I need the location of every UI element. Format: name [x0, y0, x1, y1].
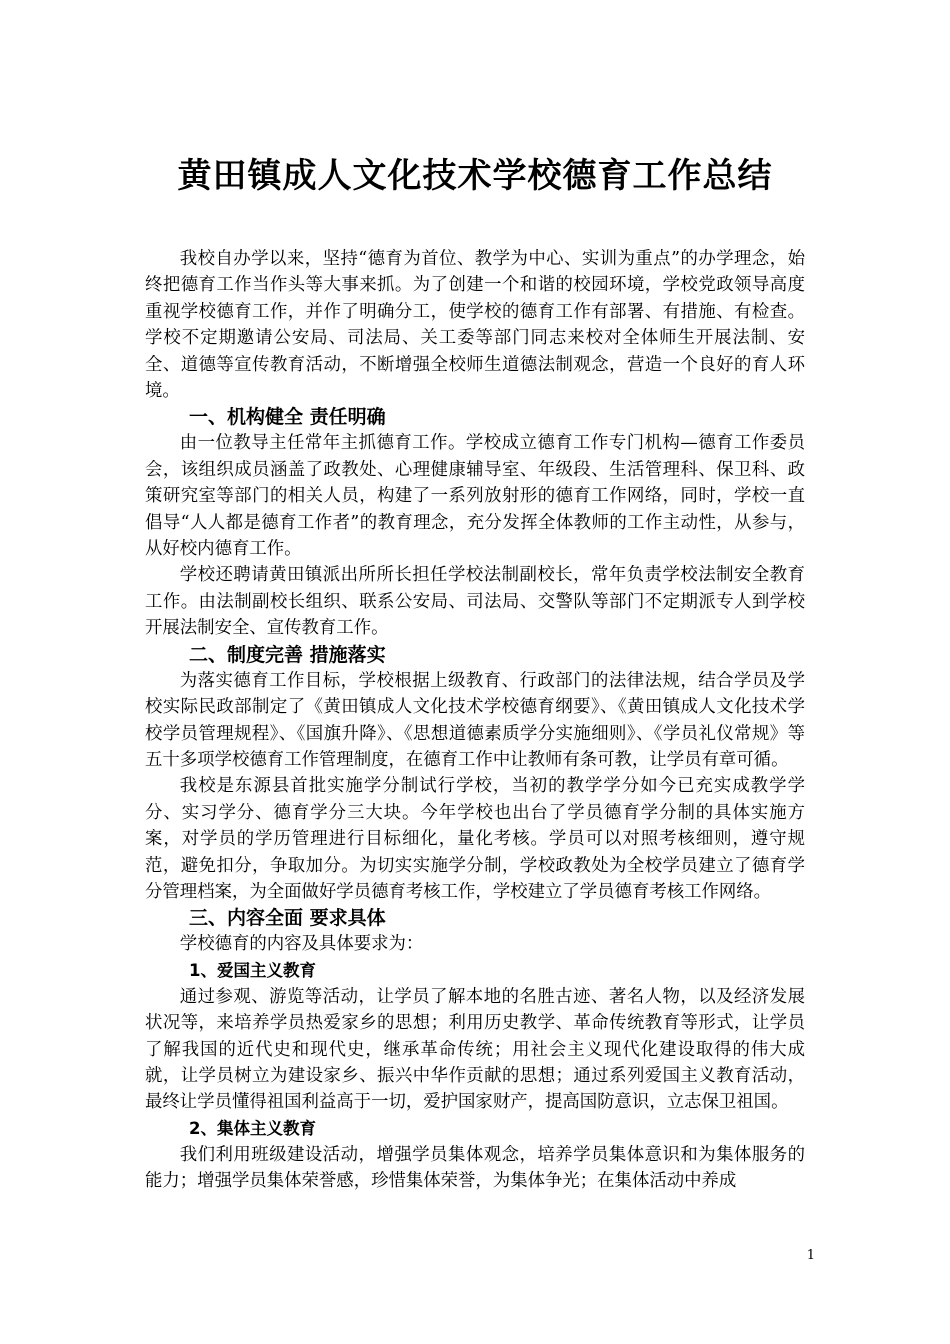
section-1-paragraph-1: 由一位教导主任常年主抓德育工作。学校成立德育工作专门机构—德育工作委员会，该组织成员涵盖了政教处、心理健康辅导室、年级段、生活管理科、保卫科、政策研究室等部门的相关人员，构建了一系列放射形的德育工作网络，同时，学校一直倡导“人人都是德育工作者”的教育理念，充分发挥全体教师的工作主动性，从参与，从好校内德育工作。: [145, 433, 805, 560]
page-number: 1: [806, 1248, 815, 1263]
intro-paragraph: 我校自办学以来，坚持“德育为首位、教学为中心、实训为重点”的办学理念，始终把德育工作当作头等大事来抓。为了创建一个和谐的校园环境，学校党政领导高度重视学校德育工作，并作了明确分工，使学校的德育工作有部署、有措施、有检查。学校不定期邀请公安局、司法局、关工委等部门同志来校对全体师生开展法制、安全、道德等宣传教育活动，不断增强全校师生道德法制观念，营造一个良好的育人环境。: [145, 249, 805, 402]
subsection-2-paragraph: 我们利用班级建设活动，增强学员集体观念，培养学员集体意识和为集体服务的能力；增强学员集体荣誉感，珍惜集体荣誉，为集体争光；在集体活动中养成: [145, 1144, 805, 1192]
section-1-paragraph-2: 学校还聘请黄田镇派出所所长担任学校法制副校长，常年负责学校法制安全教育工作。由法制副校长组织、联系公安局、司法局、交警队等部门不定期派专人到学校开展法制安全、宣传教育工作。: [145, 565, 805, 639]
document-body: [145, 246, 805, 1195]
section-2-paragraph-2: 我校是东源县首批实施学分制试行学校，当初的教学学分如今已充实成教学学分、实习学分、德育学分三大块。今年学校也出台了学员德育学分制的具体实施方案，对学员的学历管理进行目标细化，量化考核。学员可以对照考核细则，遵守规范，避免扣分，争取加分。为切实实施学分制，学校政教处为全校学员建立了德育学分管理档案，为全面做好学员德育考核工作，学校建立了学员德育考核工作网络。: [145, 776, 805, 902]
section-1-heading: 一、机构健全 责任明确: [189, 406, 386, 429]
section-2-paragraph-1: 为落实德育工作目标，学校根据上级教育、行政部门的法律法规，结合学员及学校实际民政部制定了《黄田镇成人文化技术学校德育纲要》、《黄田镇成人文化技术学校学员管理规程》、《国旗升降》、《思想道德素质学分实施细则》、《学员礼仪常规》等五十多项学校德育工作管理制度，在德育工作中让教师有条可教，让学员有章可循。: [145, 670, 805, 770]
subsection-1-heading: 1、爱国主义教育: [189, 960, 316, 980]
document-title: 黄田镇成人文化技术学校德育工作总结: [177, 156, 773, 196]
subsection-1-paragraph: 通过参观、游览等活动，让学员了解本地的名胜古迹、著名人物，以及经济发展状况等，来培养学员热爱家乡的思想；利用历史教学、革命传统教育等形式，让学员了解我国的近代史和现代史，继承革命传统；用社会主义现代化建设取得的伟大成就，让学员树立为建设家乡、振兴中华作贡献的思想；通过系列爱国主义教育活动，最终让学员懂得祖国利益高于一切，爱护国家财产，提高国防意识，立志保卫祖国。: [145, 986, 805, 1113]
section-3-heading: 三、内容全面 要求具体: [189, 907, 386, 930]
section-3-intro: 学校德育的内容及具体要求为：: [179, 934, 424, 955]
section-2-heading: 二、制度完善 措施落实: [189, 643, 386, 666]
subsection-2-heading: 2、集体主义教育: [189, 1118, 316, 1138]
